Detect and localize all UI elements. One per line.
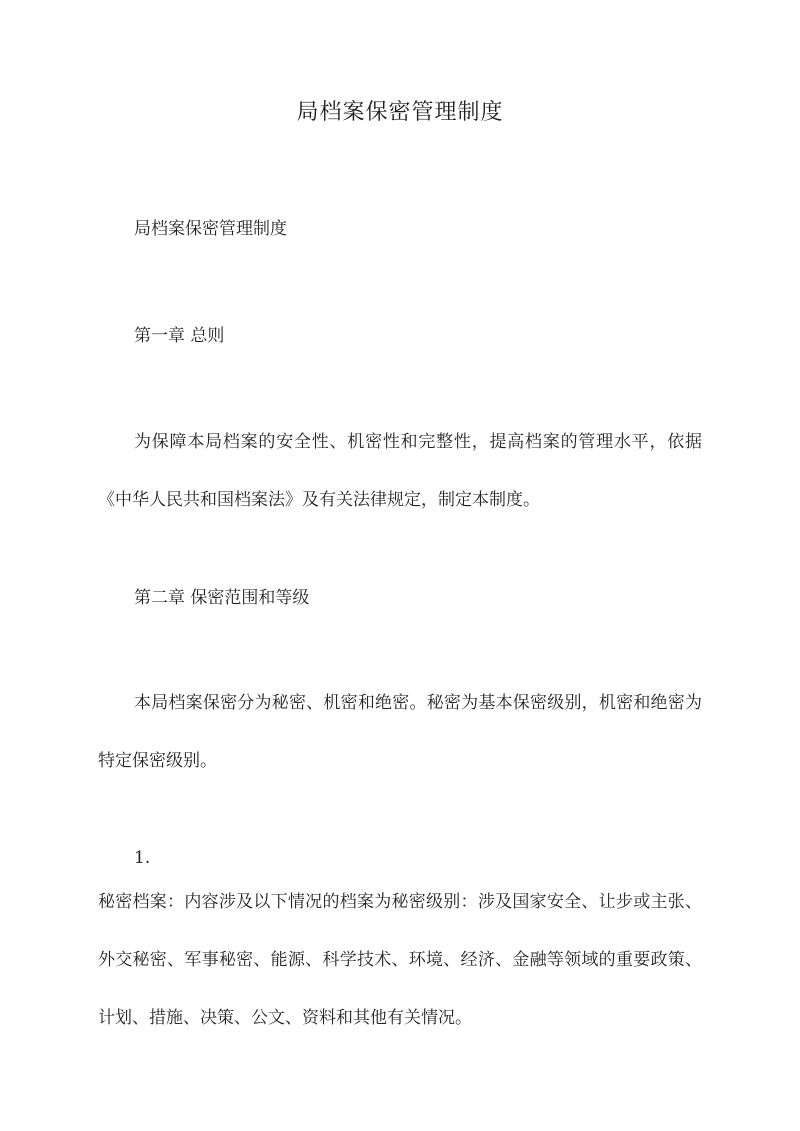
chapter-heading-2: 第二章 保密范围和等级 (134, 588, 310, 608)
list-item-text: 秘密档案：内容涉及以下情况的档案为秘密级别：涉及国家安全、让步或主张、外交秘密、军事秘密、能源、科学技术、环境、经济、金融等领域的重要政策、计划、措施、决策、公文、资料和其他有关情况。 (98, 892, 702, 1028)
paragraph-general-principles: 为保障本局档案的安全性、机密性和完整性，提高档案的管理水平，依据《中华人民共和国档案法》及有关法律规定，制定本制度。 (98, 432, 702, 510)
chapter-heading-1: 第一章 总则 (134, 326, 225, 346)
document-subtitle: 局档案保密管理制度 (134, 219, 287, 239)
list-item-number: 1. (134, 848, 151, 868)
paragraph-confidentiality-levels: 本局档案保密分为秘密、机密和绝密。秘密为基本保密级别，机密和绝密为特定保密级别。 (98, 693, 702, 771)
document-title: 局档案保密管理制度 (296, 100, 504, 125)
